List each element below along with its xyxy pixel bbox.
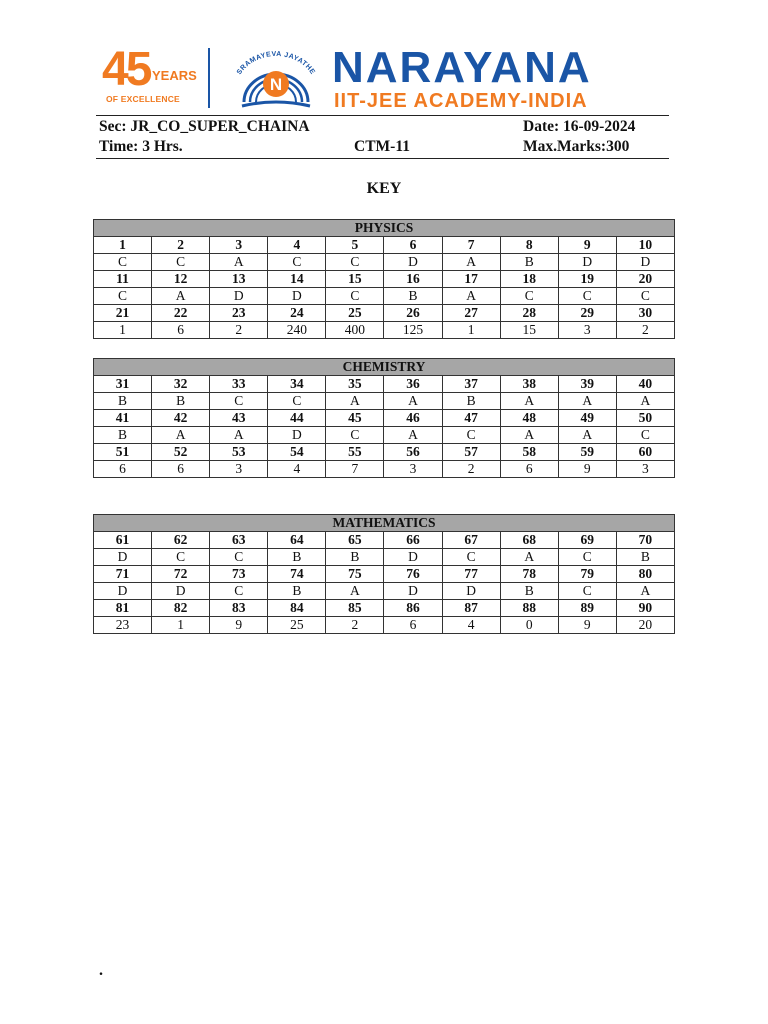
section-label: Sec: JR_CO_SUPER_CHAINA bbox=[99, 118, 310, 135]
answer-cell: 3 bbox=[616, 461, 674, 478]
question-number-cell: 39 bbox=[558, 376, 616, 393]
question-number-cell: 15 bbox=[326, 271, 384, 288]
question-number-cell: 36 bbox=[384, 376, 442, 393]
question-number-cell: 85 bbox=[326, 600, 384, 617]
question-number-cell: 16 bbox=[384, 271, 442, 288]
answer-cell: 9 bbox=[210, 617, 268, 634]
question-number-cell: 52 bbox=[152, 444, 210, 461]
question-number-cell: 67 bbox=[442, 532, 500, 549]
answer-cell: B bbox=[94, 427, 152, 444]
answer-cell: D bbox=[616, 254, 674, 271]
answer-cell: 15 bbox=[500, 322, 558, 339]
question-number-cell: 45 bbox=[326, 410, 384, 427]
answer-cell: D bbox=[384, 254, 442, 271]
question-number-cell: 64 bbox=[268, 532, 326, 549]
question-number-cell: 63 bbox=[210, 532, 268, 549]
question-number-cell: 62 bbox=[152, 532, 210, 549]
answer-cell: C bbox=[326, 427, 384, 444]
question-number-cell: 9 bbox=[558, 237, 616, 254]
question-number-cell: 65 bbox=[326, 532, 384, 549]
answer-cell: D bbox=[152, 583, 210, 600]
question-number-cell: 44 bbox=[268, 410, 326, 427]
question-number-cell: 21 bbox=[94, 305, 152, 322]
subject-header: PHYSICS bbox=[94, 220, 675, 237]
answer-cell: C bbox=[268, 393, 326, 410]
answer-cell: 20 bbox=[616, 617, 674, 634]
answer-cell: A bbox=[500, 427, 558, 444]
question-number-cell: 73 bbox=[210, 566, 268, 583]
anniversary-years: YEARS bbox=[152, 68, 197, 83]
question-number-cell: 4 bbox=[268, 237, 326, 254]
question-number-cell: 34 bbox=[268, 376, 326, 393]
question-number-cell: 75 bbox=[326, 566, 384, 583]
question-number-cell: 23 bbox=[210, 305, 268, 322]
answer-cell: D bbox=[210, 288, 268, 305]
answer-cell: A bbox=[326, 583, 384, 600]
answer-cell: 2 bbox=[616, 322, 674, 339]
answer-cell: 0 bbox=[500, 617, 558, 634]
answer-cell: C bbox=[94, 254, 152, 271]
mathematics-key-table bbox=[93, 514, 675, 634]
answer-cell: C bbox=[558, 583, 616, 600]
question-number-row bbox=[94, 566, 675, 583]
anniversary-number: 45 bbox=[102, 43, 150, 96]
question-number-cell: 77 bbox=[442, 566, 500, 583]
question-number-cell: 70 bbox=[616, 532, 674, 549]
question-number-cell: 78 bbox=[500, 566, 558, 583]
answer-cell: 23 bbox=[94, 617, 152, 634]
question-number-cell: 80 bbox=[616, 566, 674, 583]
question-number-cell: 83 bbox=[210, 600, 268, 617]
answer-cell: B bbox=[442, 393, 500, 410]
question-number-cell: 74 bbox=[268, 566, 326, 583]
answer-cell: 3 bbox=[558, 322, 616, 339]
question-number-cell: 89 bbox=[558, 600, 616, 617]
answer-cell: 6 bbox=[94, 461, 152, 478]
question-number-cell: 46 bbox=[384, 410, 442, 427]
question-number-cell: 18 bbox=[500, 271, 558, 288]
question-number-cell: 29 bbox=[558, 305, 616, 322]
answer-cell: C bbox=[210, 583, 268, 600]
question-number-cell: 41 bbox=[94, 410, 152, 427]
answer-row bbox=[94, 549, 675, 566]
question-number-cell: 24 bbox=[268, 305, 326, 322]
answer-cell: C bbox=[616, 288, 674, 305]
answer-cell: C bbox=[326, 288, 384, 305]
answer-cell: C bbox=[558, 288, 616, 305]
question-number-cell: 86 bbox=[384, 600, 442, 617]
question-number-cell: 22 bbox=[152, 305, 210, 322]
date-label: Date: 16-09-2024 bbox=[523, 118, 636, 135]
answer-row bbox=[94, 254, 675, 271]
subject-header: MATHEMATICS bbox=[94, 515, 675, 532]
header-divider bbox=[208, 48, 210, 108]
question-number-cell: 8 bbox=[500, 237, 558, 254]
answer-cell: B bbox=[500, 583, 558, 600]
answer-row bbox=[94, 583, 675, 600]
answer-cell: D bbox=[94, 583, 152, 600]
question-number-row bbox=[94, 271, 675, 288]
answer-cell: C bbox=[500, 288, 558, 305]
answer-cell: 9 bbox=[558, 461, 616, 478]
answer-cell: 25 bbox=[268, 617, 326, 634]
answer-cell: 3 bbox=[384, 461, 442, 478]
narayana-emblem-icon bbox=[228, 50, 324, 110]
answer-cell: A bbox=[210, 254, 268, 271]
question-number-cell: 10 bbox=[616, 237, 674, 254]
question-number-cell: 47 bbox=[442, 410, 500, 427]
question-number-cell: 57 bbox=[442, 444, 500, 461]
question-number-row bbox=[94, 410, 675, 427]
question-number-cell: 88 bbox=[500, 600, 558, 617]
answer-cell: C bbox=[268, 254, 326, 271]
subject-header: CHEMISTRY bbox=[94, 359, 675, 376]
answer-cell: 1 bbox=[94, 322, 152, 339]
question-number-row bbox=[94, 237, 675, 254]
answer-cell: A bbox=[500, 549, 558, 566]
question-number-cell: 11 bbox=[94, 271, 152, 288]
answer-cell: A bbox=[210, 427, 268, 444]
question-number-cell: 40 bbox=[616, 376, 674, 393]
header-rule bbox=[96, 115, 669, 116]
answer-cell: A bbox=[384, 427, 442, 444]
brand-name: NARAYANA bbox=[332, 43, 592, 92]
answer-cell: C bbox=[558, 549, 616, 566]
answer-cell: 3 bbox=[210, 461, 268, 478]
question-number-cell: 61 bbox=[94, 532, 152, 549]
question-number-cell: 35 bbox=[326, 376, 384, 393]
answer-cell: 6 bbox=[384, 617, 442, 634]
question-number-cell: 50 bbox=[616, 410, 674, 427]
question-number-cell: 42 bbox=[152, 410, 210, 427]
answer-cell: A bbox=[616, 393, 674, 410]
answer-cell: D bbox=[384, 549, 442, 566]
exam-code: CTM-11 bbox=[354, 138, 410, 155]
question-number-cell: 6 bbox=[384, 237, 442, 254]
answer-cell: C bbox=[210, 393, 268, 410]
answer-cell: 2 bbox=[442, 461, 500, 478]
question-number-cell: 53 bbox=[210, 444, 268, 461]
physics-key-table bbox=[93, 219, 675, 339]
question-number-cell: 30 bbox=[616, 305, 674, 322]
question-number-cell: 72 bbox=[152, 566, 210, 583]
question-number-cell: 79 bbox=[558, 566, 616, 583]
answer-row bbox=[94, 393, 675, 410]
question-number-cell: 87 bbox=[442, 600, 500, 617]
answer-cell: B bbox=[384, 288, 442, 305]
answer-cell: 4 bbox=[442, 617, 500, 634]
question-number-cell: 12 bbox=[152, 271, 210, 288]
question-number-cell: 76 bbox=[384, 566, 442, 583]
brand-subtitle: IIT-JEE ACADEMY-INDIA bbox=[334, 90, 588, 112]
answer-cell: B bbox=[94, 393, 152, 410]
question-number-cell: 7 bbox=[442, 237, 500, 254]
question-number-row bbox=[94, 376, 675, 393]
question-number-cell: 90 bbox=[616, 600, 674, 617]
answer-cell: C bbox=[94, 288, 152, 305]
answer-cell: A bbox=[384, 393, 442, 410]
question-number-cell: 59 bbox=[558, 444, 616, 461]
answer-cell: 2 bbox=[326, 617, 384, 634]
emblem-letter: N bbox=[269, 75, 283, 94]
question-number-cell: 38 bbox=[500, 376, 558, 393]
question-number-cell: 19 bbox=[558, 271, 616, 288]
answer-cell: 125 bbox=[384, 322, 442, 339]
question-number-cell: 32 bbox=[152, 376, 210, 393]
answer-cell: B bbox=[152, 393, 210, 410]
question-number-cell: 2 bbox=[152, 237, 210, 254]
answer-cell: 6 bbox=[152, 461, 210, 478]
answer-cell: 9 bbox=[558, 617, 616, 634]
question-number-cell: 20 bbox=[616, 271, 674, 288]
question-number-cell: 60 bbox=[616, 444, 674, 461]
answer-cell: C bbox=[326, 254, 384, 271]
answer-cell: 7 bbox=[326, 461, 384, 478]
question-number-cell: 26 bbox=[384, 305, 442, 322]
time-label: Time: 3 Hrs. bbox=[99, 138, 183, 155]
answer-cell: B bbox=[326, 549, 384, 566]
anniversary-tagline: OF EXCELLENCE bbox=[106, 94, 180, 104]
question-number-cell: 25 bbox=[326, 305, 384, 322]
question-number-cell: 1 bbox=[94, 237, 152, 254]
question-number-row bbox=[94, 600, 675, 617]
answer-cell: B bbox=[500, 254, 558, 271]
answer-cell: C bbox=[152, 254, 210, 271]
question-number-cell: 5 bbox=[326, 237, 384, 254]
answer-cell: D bbox=[384, 583, 442, 600]
answer-cell: D bbox=[268, 427, 326, 444]
answer-cell: B bbox=[268, 583, 326, 600]
question-number-cell: 14 bbox=[268, 271, 326, 288]
question-number-cell: 51 bbox=[94, 444, 152, 461]
meta-rule bbox=[96, 158, 669, 159]
answer-cell: 400 bbox=[326, 322, 384, 339]
answer-row bbox=[94, 617, 675, 634]
question-number-cell: 56 bbox=[384, 444, 442, 461]
answer-row bbox=[94, 427, 675, 444]
question-number-cell: 58 bbox=[500, 444, 558, 461]
question-number-cell: 84 bbox=[268, 600, 326, 617]
question-number-cell: 69 bbox=[558, 532, 616, 549]
answer-cell: 6 bbox=[500, 461, 558, 478]
question-number-cell: 13 bbox=[210, 271, 268, 288]
answer-cell: 1 bbox=[442, 322, 500, 339]
answer-cell: 2 bbox=[210, 322, 268, 339]
chemistry-key-table bbox=[93, 358, 675, 478]
answer-row bbox=[94, 322, 675, 339]
answer-cell: 6 bbox=[152, 322, 210, 339]
answer-cell: A bbox=[558, 393, 616, 410]
question-number-row bbox=[94, 305, 675, 322]
question-number-cell: 55 bbox=[326, 444, 384, 461]
answer-cell: C bbox=[152, 549, 210, 566]
answer-cell: A bbox=[152, 288, 210, 305]
question-number-row bbox=[94, 532, 675, 549]
question-number-cell: 3 bbox=[210, 237, 268, 254]
answer-cell: B bbox=[616, 549, 674, 566]
question-number-cell: 37 bbox=[442, 376, 500, 393]
question-number-cell: 71 bbox=[94, 566, 152, 583]
question-number-cell: 82 bbox=[152, 600, 210, 617]
anniversary-badge bbox=[102, 43, 202, 110]
answer-cell: 4 bbox=[268, 461, 326, 478]
answer-row bbox=[94, 288, 675, 305]
emblem-motto: SRAMAYEVA JAYATHE bbox=[235, 50, 317, 77]
answer-cell: C bbox=[210, 549, 268, 566]
answer-cell: A bbox=[558, 427, 616, 444]
answer-cell: A bbox=[326, 393, 384, 410]
answer-cell: A bbox=[152, 427, 210, 444]
question-number-cell: 68 bbox=[500, 532, 558, 549]
question-number-cell: 27 bbox=[442, 305, 500, 322]
answer-cell: A bbox=[616, 583, 674, 600]
answer-cell: D bbox=[94, 549, 152, 566]
question-number-cell: 81 bbox=[94, 600, 152, 617]
answer-cell: 1 bbox=[152, 617, 210, 634]
answer-cell: C bbox=[442, 549, 500, 566]
answer-cell: 240 bbox=[268, 322, 326, 339]
answer-cell: C bbox=[442, 427, 500, 444]
question-number-row bbox=[94, 444, 675, 461]
question-number-cell: 43 bbox=[210, 410, 268, 427]
answer-cell: D bbox=[442, 583, 500, 600]
answer-cell: A bbox=[442, 288, 500, 305]
question-number-cell: 28 bbox=[500, 305, 558, 322]
answer-cell: C bbox=[616, 427, 674, 444]
answer-cell: A bbox=[500, 393, 558, 410]
question-number-cell: 33 bbox=[210, 376, 268, 393]
answer-row bbox=[94, 461, 675, 478]
question-number-cell: 66 bbox=[384, 532, 442, 549]
question-number-cell: 48 bbox=[500, 410, 558, 427]
header bbox=[96, 40, 676, 116]
answer-cell: D bbox=[558, 254, 616, 271]
question-number-cell: 49 bbox=[558, 410, 616, 427]
answer-cell: D bbox=[268, 288, 326, 305]
question-number-cell: 31 bbox=[94, 376, 152, 393]
question-number-cell: 17 bbox=[442, 271, 500, 288]
question-number-cell: 54 bbox=[268, 444, 326, 461]
answer-cell: B bbox=[268, 549, 326, 566]
footer-mark: . bbox=[99, 962, 103, 979]
answer-cell: A bbox=[442, 254, 500, 271]
max-marks-label: Max.Marks:300 bbox=[523, 138, 630, 155]
key-title: KEY bbox=[366, 180, 402, 197]
